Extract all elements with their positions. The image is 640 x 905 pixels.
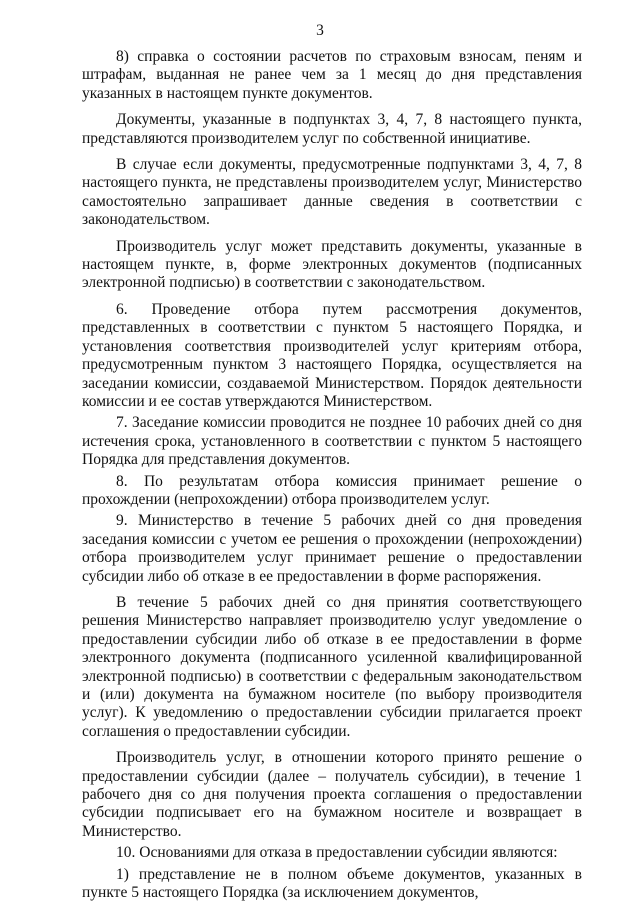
paragraph-electronic-documents: Производитель услуг может представить документы, указанные в настоящем пункте, в, форме электронных документов (подписанных электронной подписью) в соответствии с законодательством. <box>82 237 582 292</box>
paragraph-clause-9: 9. Министерство в течение 5 рабочих дней со дня проведения заседания комиссии с учетом ее решения о прохождении (непрохождении) отбора производителем услуг принимает решение о предоставлении субсидии либо об отказе в ее предоставлении в форме распоряжения. <box>82 512 582 585</box>
document-body <box>82 48 582 905</box>
paragraph-recipient: Производитель услуг, в отношении которого принято решение о предоставлении субсидии (далее – получатель субсидии), в течение 1 рабочего дня со дня получения проекта соглашения о предоставлении субсидии подписывает его на бумажном носителе и возвращает в Министерство. <box>82 749 582 840</box>
paragraph-clause-10: 10. Основаниями для отказа в предоставлении субсидии являются: <box>116 844 558 862</box>
paragraph-ministry-request: В случае если документы, предусмотренные подпунктами 3, 4, 7, 8 настоящего пункта, не представлены производителем услуг, Министерство самостоятельно запрашивает данные сведения в соответствии с законодательством. <box>82 156 582 229</box>
paragraph-clause-10-item-1: 1) представление не в полном объеме документов, указанных в пункте 5 настоящего Порядка (за исключением документов, <box>82 865 582 902</box>
paragraph-clause-8: 8. По результатам отбора комиссия принимает решение о прохождении (непрохождении) отбора производителем услуг. <box>82 472 582 508</box>
paragraph-own-initiative: Документы, указанные в подпунктах 3, 4, 7, 8 настоящего пункта, представляются производителем услуг по собственной инициативе. <box>82 111 582 147</box>
paragraph-notification: В течение 5 рабочих дней со дня принятия соответствующего решения Министерство направляет производителю услуг уведомление о предоставлении субсидии либо об отказе в ее предоставлении в форме электронного документа (подписанного усиленной квалифицированной электронной подписью) в соответствии с федеральным законодательством и (или) документа на бумажном носителе (по выбору производителя услуг). К уведомлению о предоставлении субсидии прилагается проект соглашения о предоставлении субсидии. <box>82 593 582 740</box>
paragraph-item-8-certificate: 8) справка о состоянии расчетов по страховым взносам, пеням и штрафам, выданная не ранее чем за 1 месяц до дня представления указанных в настоящем пункте документов. <box>82 48 582 102</box>
paragraph-clause-7: 7. Заседание комиссии проводится не позднее 10 рабочих дней со дня истечения срока, установленного в соответствии с пунктом 5 настоящего Порядка для представления документов. <box>82 414 582 469</box>
paragraph-clause-6: 6. Проведение отбора путем рассмотрения документов, представленных в соответствии с пунктом 5 настоящего Порядка, и установления соответствия производителей услуг критериям отбора, предусмотренным пунктом 3 настоящего Порядка, осуществляется на заседании комиссии, создаваемой Министерством. Порядок деятельности комиссии и ее состав утверждаются Министерством. <box>82 300 582 410</box>
page-number: 3 <box>316 22 324 39</box>
